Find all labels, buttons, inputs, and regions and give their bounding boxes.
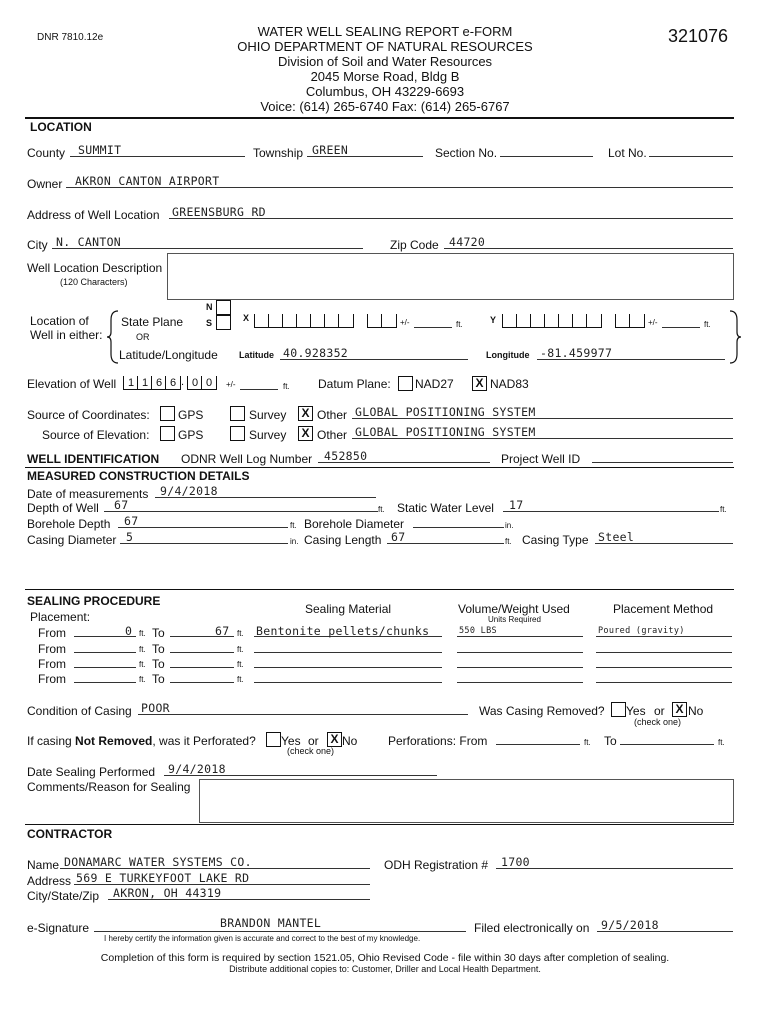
coordinates-survey-checkbox[interactable] bbox=[230, 406, 245, 421]
contractor-name-value[interactable]: DONAMARC WATER SYSTEMS CO. bbox=[64, 855, 252, 869]
perforated-no-label: No bbox=[342, 734, 358, 748]
row4-from-line[interactable] bbox=[74, 682, 136, 683]
casing-condition-line bbox=[138, 714, 468, 715]
casing-type-label: Casing Type bbox=[522, 533, 589, 547]
row1-volume-line bbox=[457, 636, 583, 637]
nad83-label: NAD83 bbox=[490, 377, 529, 391]
location-label-line1: Location of bbox=[30, 314, 89, 328]
project-well-label: Project Well ID bbox=[501, 452, 581, 466]
owner-label: Owner bbox=[27, 177, 63, 191]
row4-from-label: From bbox=[38, 672, 66, 686]
section-divider bbox=[25, 589, 734, 590]
borehole-depth-value[interactable]: 67 bbox=[124, 514, 139, 528]
datum-plane-label: Datum Plane: bbox=[318, 377, 391, 391]
row2-from-line[interactable] bbox=[74, 652, 136, 653]
section-divider bbox=[25, 824, 734, 825]
north-label: N bbox=[206, 302, 213, 312]
casing-condition-label: Condition of Casing bbox=[27, 704, 132, 718]
casing-type-value[interactable]: Steel bbox=[598, 530, 635, 544]
y-ft-unit: ft. bbox=[704, 320, 711, 329]
coordinates-other-value[interactable]: GLOBAL POSITIONING SYSTEM bbox=[355, 405, 536, 419]
lot-line[interactable] bbox=[649, 156, 733, 157]
row3-from-label: From bbox=[38, 657, 66, 671]
perforations-to-ft-unit: ft. bbox=[718, 738, 725, 747]
row4-to-label: To bbox=[152, 672, 165, 686]
latitude-label: Latitude bbox=[239, 350, 274, 360]
coordinates-gps-label: GPS bbox=[178, 408, 204, 422]
esignature-line bbox=[94, 931, 466, 932]
address-line-1: 2045 Morse Road, Bldg B bbox=[310, 69, 460, 84]
section-label: Section No. bbox=[435, 146, 498, 160]
perforated-or-label: or bbox=[308, 734, 319, 748]
depth-value[interactable]: 67 bbox=[114, 498, 129, 512]
casing-length-label: Casing Length bbox=[304, 533, 382, 547]
row2-to-line[interactable] bbox=[170, 652, 234, 653]
sealing-date-value[interactable]: 9/4/2018 bbox=[168, 762, 226, 776]
filed-date-label: Filed electronically on bbox=[474, 921, 590, 935]
identification-heading: WELL IDENTIFICATION bbox=[27, 452, 160, 466]
sealing-date-label: Date Sealing Performed bbox=[27, 765, 156, 779]
city-label: City bbox=[27, 238, 48, 252]
row4-to-line[interactable] bbox=[170, 682, 234, 683]
measurement-date-label: Date of measurements bbox=[27, 487, 149, 501]
description-note: (120 Characters) bbox=[60, 277, 128, 287]
row1-to-value[interactable]: 67 bbox=[215, 624, 230, 638]
county-label: County bbox=[27, 146, 66, 160]
row1-method-line bbox=[596, 636, 732, 637]
coordinates-other-checkbox[interactable]: X bbox=[298, 406, 313, 421]
row3-to-ft-unit: ft. bbox=[237, 660, 244, 669]
row1-from-label: From bbox=[38, 626, 66, 640]
row1-volume-value[interactable]: 550 LBS bbox=[459, 626, 497, 636]
elevation-digit: 6 bbox=[165, 376, 181, 390]
elevation-digit: 0 bbox=[187, 376, 202, 390]
borehole-depth-ft-unit: ft. bbox=[290, 521, 297, 530]
elevation-gps-checkbox[interactable] bbox=[160, 426, 175, 441]
row3-from-ft-unit: ft. bbox=[139, 660, 146, 669]
row1-from-value[interactable]: 0 bbox=[125, 624, 133, 638]
perforated-text-c: , was it Perforated? bbox=[152, 734, 256, 748]
x-pm-label: +/- bbox=[400, 318, 410, 327]
esignature-label: e-Signature bbox=[27, 921, 90, 935]
x-coord-label: X bbox=[243, 313, 250, 323]
row2-from-ft-unit: ft. bbox=[139, 645, 146, 654]
borehole-depth-label: Borehole Depth bbox=[27, 517, 111, 531]
casing-removed-no-label: No bbox=[688, 704, 704, 718]
casing-diameter-value[interactable]: 5 bbox=[126, 530, 134, 544]
header-divider bbox=[25, 117, 734, 119]
perforations-to-label: To bbox=[604, 734, 617, 748]
footer-requirement: Completion of this form is required by section 1521.05, Ohio Revised Code - file within 30 days after completion of sealing. bbox=[100, 952, 670, 964]
perforated-no-checkbox[interactable]: X bbox=[327, 732, 342, 747]
description-box[interactable] bbox=[167, 253, 734, 300]
row3-volume-line[interactable] bbox=[457, 667, 583, 668]
row3-to-line[interactable] bbox=[170, 667, 234, 668]
casing-diameter-label: Casing Diameter bbox=[27, 533, 117, 547]
coordinates-other-label: Other bbox=[317, 408, 348, 422]
row1-to-ft-unit: ft. bbox=[237, 629, 244, 638]
row4-method-line[interactable] bbox=[596, 682, 732, 683]
elevation-digit: 0 bbox=[201, 376, 217, 390]
perforated-text-b: Not Removed bbox=[75, 734, 153, 748]
right-brace bbox=[728, 310, 742, 364]
casing-diameter-line bbox=[120, 543, 288, 544]
row2-to-label: To bbox=[152, 642, 165, 656]
zip-line bbox=[444, 248, 733, 249]
longitude-value[interactable]: -81.459977 bbox=[540, 346, 613, 360]
latitude-value[interactable]: 40.928352 bbox=[283, 346, 349, 360]
row3-material-line[interactable] bbox=[254, 667, 442, 668]
elevation-ft-unit: ft. bbox=[283, 382, 290, 391]
depth-label: Depth of Well bbox=[27, 501, 99, 515]
location-heading: LOCATION bbox=[30, 120, 92, 134]
form-number: 321076 bbox=[668, 26, 729, 46]
y-tolerance-line[interactable] bbox=[662, 327, 700, 328]
elevation-label: Elevation of Well bbox=[27, 377, 117, 391]
elevation-other-label: Other bbox=[317, 428, 348, 442]
borehole-depth-line bbox=[118, 527, 288, 528]
address-line-2: Columbus, OH 43229-6693 bbox=[305, 84, 465, 99]
location-of-well-label bbox=[30, 314, 102, 342]
township-value[interactable]: GREEN bbox=[312, 143, 349, 157]
y-coord-label: Y bbox=[490, 315, 497, 325]
or-label: OR bbox=[136, 332, 150, 342]
owner-value[interactable]: AKRON CANTON AIRPORT bbox=[75, 174, 220, 188]
zip-label: Zip Code bbox=[390, 238, 439, 252]
row2-from-label: From bbox=[38, 642, 66, 656]
contractor-address-value[interactable]: 569 E TURKEYFOOT LAKE RD bbox=[76, 871, 250, 885]
odh-registration-line bbox=[496, 868, 733, 869]
casing-removed-yes-label: Yes bbox=[626, 704, 646, 718]
elevation-digit: 1 bbox=[123, 376, 138, 390]
contractor-city-label: City/State/Zip bbox=[27, 889, 100, 903]
row3-to-label: To bbox=[152, 657, 165, 671]
casing-removed-no-checkbox[interactable]: X bbox=[672, 702, 687, 717]
elevation-decimal-point: . bbox=[181, 376, 185, 388]
elevation-pm-label: +/- bbox=[226, 380, 236, 389]
row1-from-ft-unit: ft. bbox=[139, 629, 146, 638]
elevation-survey-label: Survey bbox=[249, 428, 287, 442]
division-name: Division of Soil and Water Resources bbox=[277, 54, 493, 69]
row1-material-value[interactable]: Bentonite pellets/chunks bbox=[256, 624, 430, 638]
filed-date-value[interactable]: 9/5/2018 bbox=[601, 918, 659, 932]
address-value[interactable]: GREENSBURG RD bbox=[172, 205, 266, 219]
comments-label: Comments/Reason for Sealing bbox=[27, 780, 191, 794]
elevation-other-value[interactable]: GLOBAL POSITIONING SYSTEM bbox=[355, 425, 536, 439]
footer-distribution: Distribute additional copies to: Customer, Driller and Local Health Department. bbox=[229, 964, 541, 974]
row4-to-ft-unit: ft. bbox=[237, 675, 244, 684]
elevation-other-checkbox[interactable]: X bbox=[298, 426, 313, 441]
row1-to-label: To bbox=[152, 626, 165, 640]
perforated-yes-label: Yes bbox=[281, 734, 301, 748]
row4-material-line[interactable] bbox=[254, 682, 442, 683]
perforations-from-line[interactable] bbox=[496, 744, 580, 745]
measurement-date-value[interactable]: 9/4/2018 bbox=[160, 484, 218, 498]
placement-label: Placement: bbox=[30, 610, 91, 624]
well-log-value[interactable]: 452850 bbox=[324, 449, 368, 463]
static-water-label: Static Water Level bbox=[397, 501, 494, 515]
row2-volume-line[interactable] bbox=[457, 652, 583, 653]
form-title: WATER WELL SEALING REPORT e-FORM bbox=[257, 24, 513, 39]
south-checkbox[interactable] bbox=[216, 315, 231, 330]
perforations-from-label: Perforations: From bbox=[388, 734, 488, 748]
elevation-gps-label: GPS bbox=[178, 428, 204, 442]
perforations-from-ft-unit: ft. bbox=[584, 738, 591, 747]
row2-material-line[interactable] bbox=[254, 652, 442, 653]
borehole-diameter-line[interactable] bbox=[413, 527, 504, 528]
perforated-question bbox=[27, 734, 256, 748]
coordinates-gps-checkbox[interactable] bbox=[160, 406, 175, 421]
static-water-ft-unit: ft. bbox=[720, 505, 727, 514]
volume-header: Volume/Weight Used bbox=[458, 602, 570, 616]
address-label: Address of Well Location bbox=[27, 208, 160, 222]
y-pm-label: +/- bbox=[648, 318, 658, 327]
elevation-digit: 1 bbox=[137, 376, 152, 390]
form-id: DNR 7810.12e bbox=[37, 32, 104, 43]
odh-registration-value[interactable]: 1700 bbox=[501, 855, 530, 869]
coordinates-survey-label: Survey bbox=[249, 408, 287, 422]
description-label: Well Location Description bbox=[27, 261, 163, 275]
nad27-checkbox[interactable] bbox=[398, 376, 413, 391]
static-water-value[interactable]: 17 bbox=[509, 498, 524, 512]
form-header bbox=[185, 24, 585, 114]
x-ft-unit: ft. bbox=[456, 320, 463, 329]
certification-note: I hereby certify the information given is accurate and correct to the best of my knowledge. bbox=[104, 934, 421, 943]
project-well-line[interactable] bbox=[592, 462, 733, 463]
row2-method-line[interactable] bbox=[596, 652, 732, 653]
phone-fax: Voice: (614) 265-6740 Fax: (614) 265-6767 bbox=[260, 99, 510, 114]
x-tolerance-line[interactable] bbox=[414, 327, 452, 328]
coordinates-source-label: Source of Coordinates: bbox=[27, 408, 150, 422]
perforated-text-a: If casing bbox=[27, 734, 76, 748]
comments-box[interactable] bbox=[199, 779, 734, 823]
depth-ft-unit: ft. bbox=[378, 505, 385, 514]
construction-heading: MEASURED CONSTRUCTION DETAILS bbox=[27, 469, 250, 483]
row3-method-line[interactable] bbox=[596, 667, 732, 668]
elevation-tolerance-line[interactable] bbox=[240, 389, 278, 390]
perforations-to-line[interactable] bbox=[620, 744, 714, 745]
sealing-heading: SEALING PROCEDURE bbox=[27, 594, 161, 608]
north-checkbox[interactable] bbox=[216, 300, 231, 315]
units-required-note: Units Required bbox=[488, 615, 541, 624]
row4-from-ft-unit: ft. bbox=[139, 675, 146, 684]
zip-value[interactable]: 44720 bbox=[449, 235, 486, 249]
casing-length-ft-unit: ft. bbox=[505, 537, 512, 546]
borehole-diameter-label: Borehole Diameter bbox=[304, 517, 405, 531]
longitude-label: Longitude bbox=[486, 350, 530, 360]
contractor-address-label: Address bbox=[27, 874, 72, 888]
depth-line bbox=[104, 511, 378, 512]
casing-length-value[interactable]: 67 bbox=[391, 530, 406, 544]
department-name: OHIO DEPARTMENT OF NATURAL RESOURCES bbox=[237, 39, 533, 54]
south-label: S bbox=[206, 318, 213, 328]
township-label: Township bbox=[253, 146, 304, 160]
left-brace bbox=[106, 310, 120, 364]
casing-removed-label: Was Casing Removed? bbox=[479, 704, 605, 718]
section-divider bbox=[25, 467, 734, 468]
perforated-yes-checkbox[interactable] bbox=[266, 732, 281, 747]
latlong-label: Latitude/Longitude bbox=[119, 348, 218, 362]
contractor-city-value[interactable]: AKRON, OH 44319 bbox=[113, 886, 222, 900]
row4-volume-line[interactable] bbox=[457, 682, 583, 683]
casing-diameter-in-unit: in. bbox=[290, 537, 299, 546]
state-plane-label: State Plane bbox=[121, 315, 184, 329]
perforated-check-one: (check one) bbox=[287, 746, 335, 756]
elevation-digit: 6 bbox=[151, 376, 166, 390]
esignature-value[interactable]: BRANDON MANTEL bbox=[220, 916, 322, 930]
contractor-heading: CONTRACTOR bbox=[27, 827, 113, 841]
static-water-line bbox=[503, 511, 719, 512]
casing-removed-yes-checkbox[interactable] bbox=[611, 702, 626, 717]
casing-condition-value[interactable]: POOR bbox=[141, 701, 170, 715]
row3-from-line[interactable] bbox=[74, 667, 136, 668]
well-log-label: ODNR Well Log Number bbox=[181, 452, 313, 466]
casing-removed-check-one: (check one) bbox=[634, 717, 682, 727]
lot-label: Lot No. bbox=[608, 146, 647, 160]
elevation-source-label: Source of Elevation: bbox=[42, 428, 150, 442]
borehole-diameter-in-unit: in. bbox=[505, 521, 514, 530]
row1-method-value[interactable]: Poured (gravity) bbox=[598, 626, 685, 636]
county-value[interactable]: SUMMIT bbox=[78, 143, 122, 157]
city-value[interactable]: N. CANTON bbox=[56, 235, 122, 249]
location-label-line2: Well in either: bbox=[30, 328, 103, 342]
section-line[interactable] bbox=[500, 156, 593, 157]
row2-to-ft-unit: ft. bbox=[237, 645, 244, 654]
elevation-survey-checkbox[interactable] bbox=[230, 426, 245, 441]
contractor-name-label: Name bbox=[27, 858, 60, 872]
nad83-checkbox[interactable]: X bbox=[472, 376, 487, 391]
sealing-material-header: Sealing Material bbox=[305, 602, 392, 616]
odh-registration-label: ODH Registration # bbox=[384, 858, 489, 872]
nad27-label: NAD27 bbox=[415, 377, 454, 391]
casing-removed-or-label: or bbox=[654, 704, 665, 718]
placement-method-header: Placement Method bbox=[613, 602, 714, 616]
